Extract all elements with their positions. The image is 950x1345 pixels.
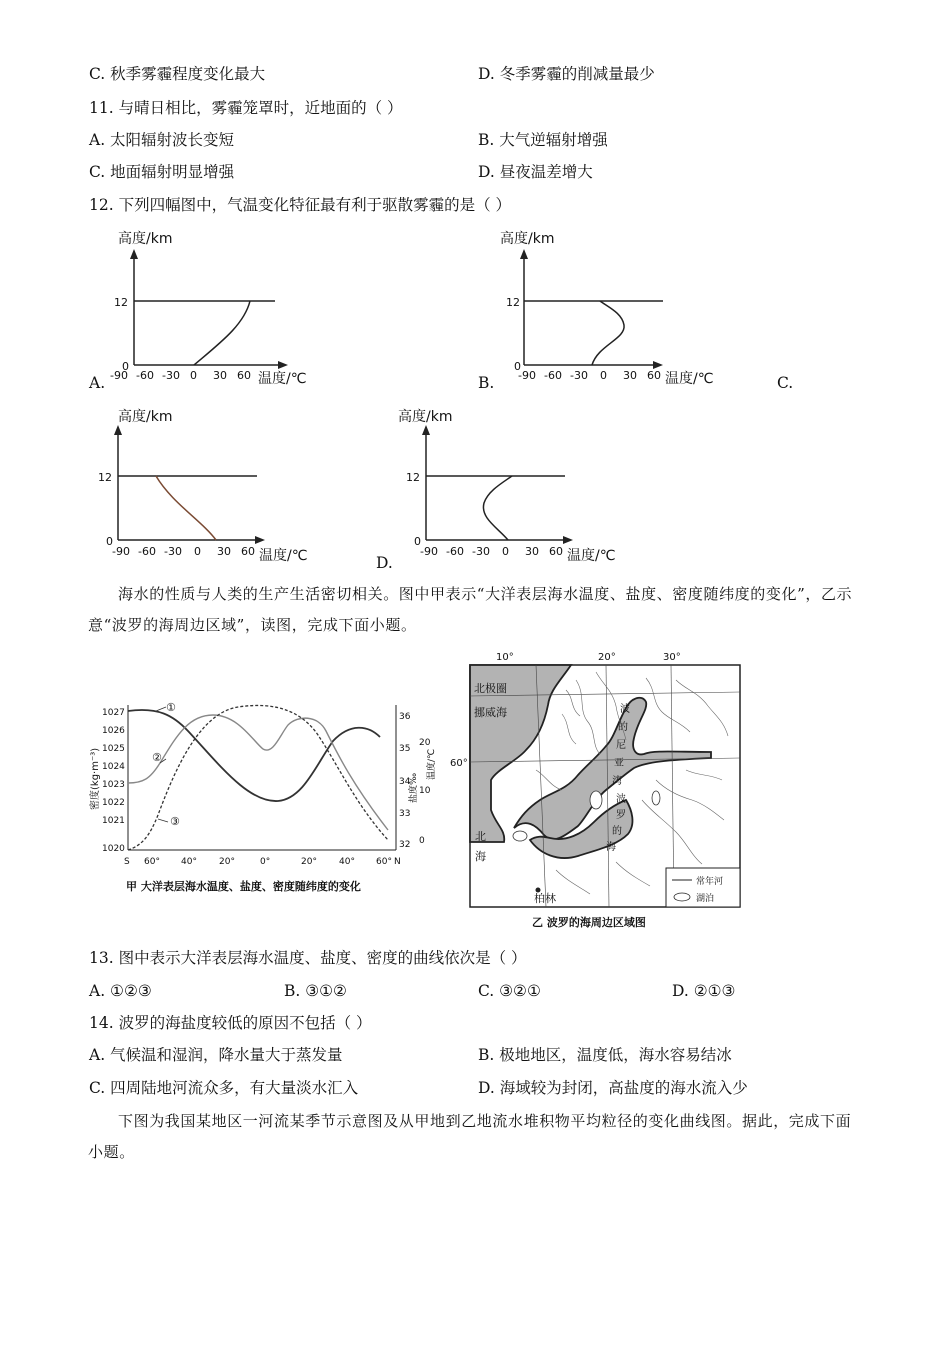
svg-text:③: ③ (170, 815, 180, 828)
figure-yi-baltic-map (450, 650, 746, 935)
svg-text:海: 海 (606, 842, 616, 853)
svg-text:②: ② (152, 751, 162, 764)
x-ticks: -90 -60 -30 0 30 60 (112, 545, 255, 558)
svg-text:N: N (394, 857, 401, 867)
svg-text:①: ① (166, 701, 176, 714)
svg-text:0: 0 (122, 360, 129, 373)
svg-text:0: 0 (514, 360, 521, 373)
svg-text:S: S (124, 857, 130, 867)
svg-text:12: 12 (406, 471, 420, 484)
svg-text:温度/℃: 温度/℃ (259, 548, 308, 564)
figure-yi-caption: 乙 波罗的海周边区域图 (532, 916, 646, 929)
svg-text:1024: 1024 (102, 762, 125, 772)
svg-text:湖泊: 湖泊 (696, 894, 715, 904)
svg-text:湾: 湾 (612, 776, 622, 787)
q13-option-b: B. ③①② (284, 982, 347, 1000)
svg-text:20°: 20° (219, 857, 235, 867)
svg-text:20°: 20° (598, 652, 616, 663)
svg-text:常年河: 常年河 (696, 877, 724, 887)
figure-jia-caption: 甲 大洋表层海水温度、盐度、密度随纬度的变化 (126, 880, 361, 893)
svg-text:35: 35 (399, 744, 411, 754)
q10-option-d: D. 冬季雾霾的削减量最少 (478, 65, 655, 83)
svg-text:罗: 罗 (616, 810, 626, 821)
svg-text:33: 33 (399, 809, 411, 819)
svg-text:0: 0 (414, 535, 421, 548)
q11-option-c: C. 地面辐射明显增强 (89, 163, 235, 181)
svg-text:柏林: 柏林 (534, 892, 556, 905)
q12-chart-a (110, 225, 390, 390)
x-ticks: -90 -60 -30 0 30 60 (110, 369, 251, 382)
q11-option-a: A. 太阳辐射波长变短 (89, 131, 235, 149)
svg-text:10°: 10° (496, 652, 514, 663)
svg-text:1021: 1021 (102, 816, 125, 826)
svg-text:1025: 1025 (102, 744, 125, 754)
svg-text:0: 0 (419, 836, 425, 846)
q11-option-b: B. 大气逆辐射增强 (478, 131, 608, 149)
svg-text:1020: 1020 (102, 844, 125, 854)
svg-text:1022: 1022 (102, 798, 125, 808)
q13-option-a: A. ①②③ (89, 982, 152, 1000)
q11-stem: 11. 与晴日相比，雾霾笼罩时，近地面的（ ） (89, 99, 403, 117)
svg-text:挪威海: 挪威海 (474, 706, 507, 719)
svg-text:36: 36 (399, 712, 411, 722)
svg-text:0°: 0° (260, 857, 271, 867)
svg-text:1023: 1023 (102, 780, 125, 790)
svg-text:温度/℃: 温度/℃ (258, 371, 307, 387)
q12-label-d: D. (376, 554, 393, 572)
svg-text:北极圈: 北极圈 (474, 682, 507, 695)
svg-text:20: 20 (419, 738, 431, 748)
svg-text:10: 10 (419, 786, 431, 796)
svg-text:亚: 亚 (614, 758, 624, 769)
passage-river: 下图为我国某地区一河流某季节示意图及从甲地到乙地流水堆积物平均粒径的变化曲线图。据此，完成下面小题。 (88, 1112, 852, 1161)
y-axis-label: 高度/km (398, 409, 453, 425)
q12-label-a: A. (89, 374, 106, 392)
q12-stem: 12. 下列四幅图中，气温变化特征最有利于驱散雾霾的是（ ） (89, 196, 512, 214)
svg-text:60°: 60° (376, 857, 392, 867)
figure-jia-ocean-properties (88, 645, 437, 905)
svg-text:温度/℃: 温度/℃ (665, 371, 714, 387)
passage-ocean: 海水的性质与人类的生产生活密切相关。图中甲表示“大洋表层海水温度、盐度、密度随纬度的变化”，乙示意“波罗的海周边区域”，读图，完成下面小题。 (88, 585, 853, 634)
q14-option-c: C. 四周陆地河流众多，有大量淡水汇入 (89, 1079, 359, 1097)
x-ticks: -90 -60 -30 0 30 60 (420, 545, 563, 558)
svg-text:0: 0 (106, 535, 113, 548)
q14-option-a: A. 气候温和湿润，降水量大于蒸发量 (89, 1046, 343, 1064)
svg-text:1027: 1027 (102, 708, 125, 718)
q12-chart-c (92, 403, 372, 568)
svg-text:盐度‰: 盐度‰ (409, 772, 419, 803)
svg-text:12: 12 (506, 296, 520, 309)
x-ticks: -90 -60 -30 0 30 60 (518, 369, 661, 382)
q10-option-c: C. 秋季雾霾程度变化最大 (89, 65, 266, 83)
svg-text:40°: 40° (339, 857, 355, 867)
q12-chart-d (380, 403, 660, 568)
svg-text:的: 的 (612, 826, 622, 837)
svg-text:密度(kg·m⁻³): 密度(kg·m⁻³) (90, 747, 101, 810)
svg-text:尼: 尼 (616, 740, 626, 751)
y-axis-label: 高度/km (118, 409, 173, 425)
q12-label-c: C. (777, 374, 794, 392)
y-axis-label: 高度/km (500, 231, 555, 247)
svg-text:波: 波 (620, 704, 630, 715)
svg-text:60°: 60° (450, 758, 468, 769)
svg-text:的: 的 (618, 722, 628, 733)
svg-text:海: 海 (475, 850, 486, 863)
q12-label-b: B. (478, 374, 495, 392)
svg-text:1026: 1026 (102, 726, 125, 736)
svg-text:波: 波 (616, 794, 626, 805)
q14-option-b: B. 极地地区，温度低，海水容易结冰 (478, 1046, 732, 1064)
svg-text:12: 12 (98, 471, 112, 484)
svg-text:20°: 20° (301, 857, 317, 867)
q13-option-c: C. ③②① (478, 982, 541, 1000)
svg-text:40°: 40° (181, 857, 197, 867)
q14-stem: 14. 波罗的海盐度较低的原因不包括（ ） (89, 1014, 372, 1032)
q14-option-d: D. 海域较为封闭，高盐度的海水流入少 (478, 1079, 748, 1097)
svg-text:12: 12 (114, 296, 128, 309)
y-axis-label: 高度/km (118, 231, 173, 247)
svg-text:北: 北 (475, 830, 486, 843)
svg-text:32: 32 (399, 840, 411, 850)
q12-chart-b (500, 225, 780, 390)
svg-text:34: 34 (399, 777, 411, 787)
svg-text:60°: 60° (144, 857, 160, 867)
q13-stem: 13. 图中表示大洋表层海水温度、盐度、密度的曲线依次是（ ） (89, 949, 527, 967)
svg-text:温度/℃: 温度/℃ (427, 748, 437, 780)
svg-text:温度/℃: 温度/℃ (567, 548, 616, 564)
q11-option-d: D. 昼夜温差增大 (478, 163, 593, 181)
q13-option-d: D. ②①③ (672, 982, 736, 1000)
svg-text:30°: 30° (663, 652, 681, 663)
